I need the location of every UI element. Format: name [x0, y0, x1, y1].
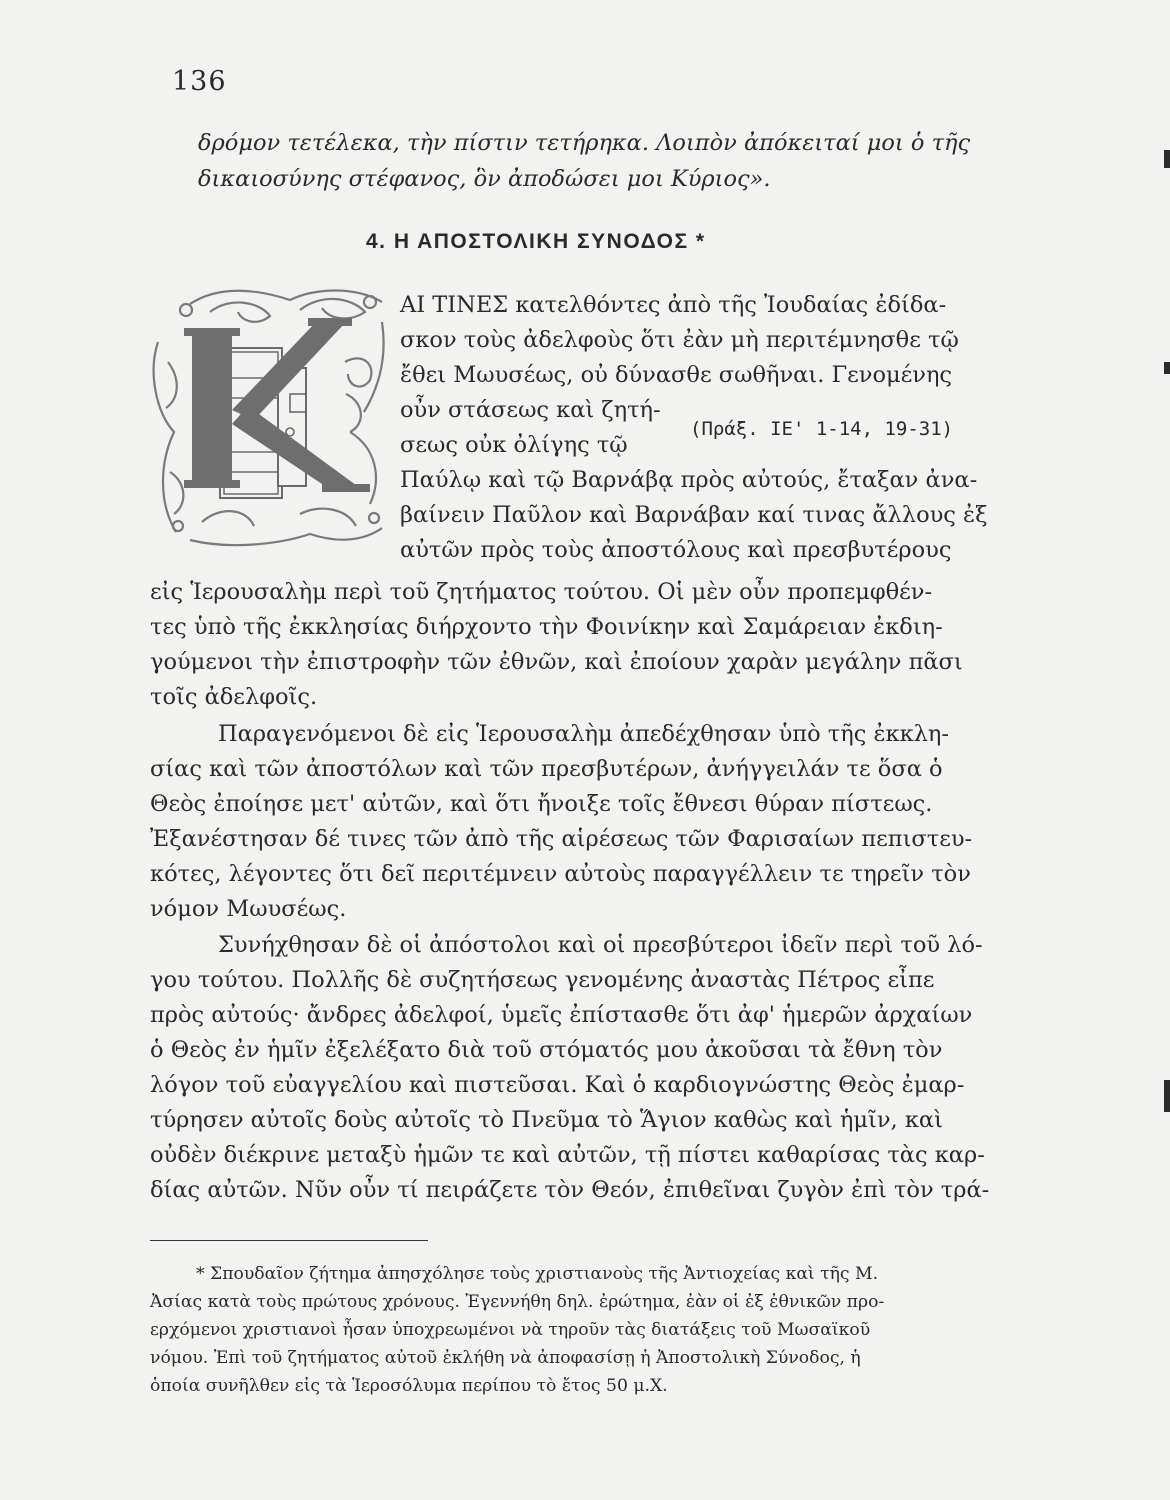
footnote-line: νόμου. Ἐπὶ τοῦ ζητήματος αὐτοῦ ἐκλήθη νὰ ἀποφασίσῃ ἡ Ἀποστολικὴ Σύνοδος, ἡ	[150, 1348, 861, 1368]
page-edge-mark	[1164, 150, 1170, 168]
section-heading: 4. Η ΑΠΟΣΤΟΛΙΚΗ ΣΥΝΟΔΟΣ *	[366, 230, 706, 253]
paragraph-line: οὐδὲν διέκρινε μεταξὺ ἡμῶν τε καὶ αὐτῶν, τῇ πίστει καθαρίσας τὰς καρ-	[150, 1142, 985, 1168]
paragraph-line: τύρησεν αὐτοῖς δοὺς αὐτοῖς τὸ Πνεῦμα τὸ Ἅγιον καθὼς καὶ ἡμῖν, καὶ	[150, 1107, 943, 1133]
paragraph-line: γου τούτου. Πολλῆς δὲ συζητήσεως γενομένης ἀναστὰς Πέτρος εἶπε	[150, 967, 935, 993]
footnote-line: ὁποία συνῆλθεν εἰς τὰ Ἱεροσόλυμα περίπου τὸ ἔτος 50 μ.Χ.	[150, 1376, 668, 1396]
paragraph-line: Συνήχθησαν δὲ οἱ ἀπόστολοι καὶ οἱ πρεσβύτεροι ἰδεῖν περὶ τοῦ λό-	[218, 932, 983, 958]
paragraph-line: τοῖς ἀδελφοῖς.	[150, 684, 318, 710]
paragraph-line: Θεὸς ἐποίησε μετ' αὐτῶν, καὶ ὅτι ἤνοιξε τοῖς ἔθνεσι θύραν πίστεως.	[150, 791, 933, 817]
paragraph-line: Παύλῳ καὶ τῷ Βαρνάβᾳ πρὸς αὐτούς, ἔταξαν ἀνα-	[400, 467, 978, 493]
paragraph-line: οὖν στάσεως καὶ ζητή-	[400, 397, 661, 423]
paragraph-line: Παραγενόμενοι δὲ εἰς Ἱερουσαλὴμ ἀπεδέχθησαν ὑπὸ τῆς ἐκκλη-	[218, 721, 950, 747]
paragraph-line: σεως οὐκ ὀλίγης τῷ	[400, 432, 628, 458]
paragraph-line: σίας καὶ τῶν ἀποστόλων καὶ τῶν πρεσβυτέρων, ἀνήγγειλάν τε ὅσα ὁ	[150, 756, 943, 782]
page-edge-mark	[1164, 1080, 1170, 1112]
paragraph-line: βαίνειν Παῦλον καὶ Βαρνάβαν καί τινας ἄλλους ἐξ	[400, 502, 988, 528]
paragraph-line: ΑΙ ΤΙΝΕΣ κατελθόντες ἀπὸ τῆς Ἰουδαίας ἐδίδα-	[400, 292, 947, 318]
scripture-reference: (Πράξ. ΙΕ' 1-14, 19-31)	[690, 418, 954, 440]
footnote-line: Ἀσίας κατὰ τοὺς πρώτους χρόνους. Ἐγεννήθη δηλ. ἐρώτημα, ἐὰν οἱ ἐξ ἐθνικῶν προ-	[150, 1292, 885, 1312]
page-edge-mark	[1164, 362, 1170, 374]
paragraph-line: αὐτῶν πρὸς τοὺς ἀποστόλους καὶ πρεσβυτέρους	[400, 537, 952, 563]
dropcap-ornament	[150, 282, 390, 554]
intro-line: δρόμον τετέλεκα, τὴν πίστιν τετήρηκα. Λοιπὸν ἀπόκειταί μοι ὁ τῆς	[198, 130, 971, 156]
paragraph-line: τες ὑπὸ τῆς ἐκκλησίας διήρχοντο τὴν Φοινίκην καὶ Σαμάρειαν ἐκδιη-	[150, 614, 943, 640]
paragraph-line: πρὸς αὐτούς· ἄνδρες ἀδελφοί, ὑμεῖς ἐπίστασθε ὅτι ἀφ' ἡμερῶν ἀρχαίων	[150, 1002, 973, 1028]
paragraph-line: λόγον τοῦ εὐαγγελίου καὶ πιστεῦσαι. Καὶ ὁ καρδιογνώστης Θεὸς ἐμαρ-	[150, 1072, 965, 1098]
paragraph-line: νόμον Μωυσέως.	[150, 896, 347, 922]
paragraph-line: γούμενοι τὴν ἐπιστροφὴν τῶν ἐθνῶν, καὶ ἐποίουν χαρὰν μεγάλην πᾶσι	[150, 649, 963, 675]
paragraph-line: κότες, λέγοντες ὅτι δεῖ περιτέμνειν αὐτοὺς παραγγέλλειν τε τηρεῖν τὸν	[150, 861, 971, 887]
paragraph-line: σκον τοὺς ἀδελφοὺς ὅτι ἐὰν μὴ περιτέμνησθε τῷ	[400, 327, 959, 353]
paragraph-line: δίας αὐτῶν. Νῦν οὖν τί πειράζετε τὸν Θεόν, ἐπιθεῖναι ζυγὸν ἐπὶ τὸν τρά-	[150, 1177, 990, 1203]
paragraph-line: ὁ Θεὸς ἐν ἡμῖν ἐξελέξατο διὰ τοῦ στόματός μου ἀκοῦσαι τὰ ἔθνη τὸν	[150, 1037, 943, 1063]
footnote-rule	[150, 1240, 428, 1241]
footnote-line: ερχόμενοι χριστιανοὶ ἦσαν ὑποχρεωμένοι νὰ τηροῦν τὰς διατάξεις τοῦ Μωσαϊκοῦ	[150, 1320, 871, 1340]
paragraph-line: ἔθει Μωυσέως, οὐ δύνασθε σωθῆναι. Γενομένης	[400, 362, 953, 388]
intro-line: δικαιοσύνης στέφανος, ὃν ἀποδώσει μοι Κύριος».	[198, 166, 771, 192]
paragraph-line: εἰς Ἱερουσαλὴμ περὶ τοῦ ζητήματος τούτου. Οἱ μὲν οὖν προπεμφθέν-	[150, 579, 933, 605]
footnote-line: * Σπουδαῖον ζήτημα ἀπησχόλησε τοὺς χριστιανοὺς τῆς Ἀντιοχείας καὶ τῆς Μ.	[196, 1264, 879, 1284]
paragraph-line: Ἐξανέστησαν δέ τινες τῶν ἀπὸ τῆς αἱρέσεως τῶν Φαρισαίων πεπιστευ-	[150, 826, 973, 852]
page-number: 136	[172, 66, 227, 97]
